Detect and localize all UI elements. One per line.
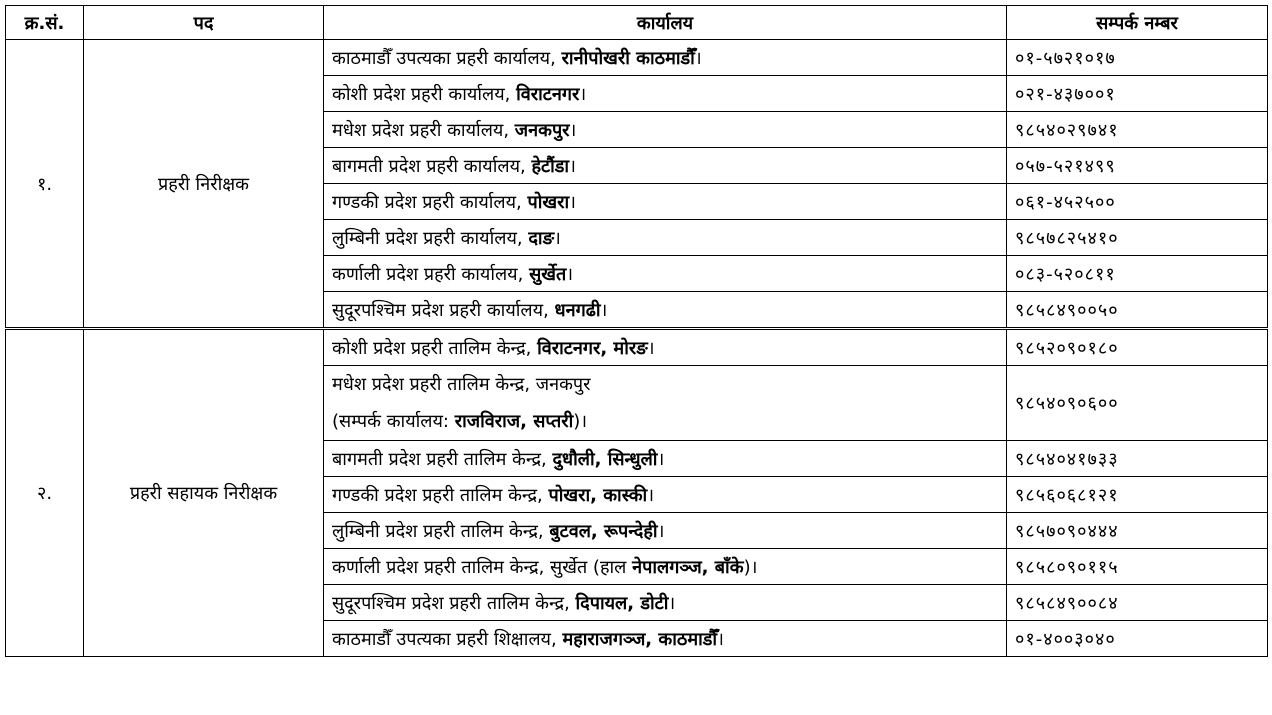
table-row xyxy=(6,329,1268,366)
phone-number: ९८५४०४१७३३ xyxy=(1007,441,1268,477)
phone-number: ०१-४००३०४० xyxy=(1007,621,1268,657)
office-cell xyxy=(324,549,1007,585)
office-text: कर्णाली प्रदेश प्रहरी तालिम केन्द्र, सुर्खेत (हाल xyxy=(332,556,633,578)
office-text: बागमती प्रदेश प्रहरी कार्यालय, xyxy=(332,155,532,177)
office-text: कोशी प्रदेश प्रहरी कार्यालय, xyxy=(332,83,517,105)
phone-number: ०८३-५२०८११ xyxy=(1007,256,1268,292)
phone-number: ९८५७०९०४४४ xyxy=(1007,513,1268,549)
office-text-end: । xyxy=(657,448,665,470)
office-cell xyxy=(324,40,1007,76)
office-text-end: । xyxy=(647,484,655,506)
phone-number: ९८५८४९००५० xyxy=(1007,292,1268,329)
post-name: प्रहरी सहायक निरीक्षक xyxy=(84,329,324,657)
header-post: पद xyxy=(84,6,324,40)
phone-number: ०६१-४५२५०० xyxy=(1007,184,1268,220)
serial-number: २. xyxy=(6,329,84,657)
office-text: गण्डकी प्रदेश प्रहरी कार्यालय, xyxy=(332,191,528,213)
office-location: जनकपुर xyxy=(514,119,570,141)
phone-number: ०५७-५२१४९९ xyxy=(1007,148,1268,184)
post-name: प्रहरी निरीक्षक xyxy=(84,40,324,329)
office-text-end: । xyxy=(569,191,576,213)
office-text-end: )। xyxy=(743,556,758,578)
header-office: कार्यालय xyxy=(324,6,1007,40)
office-cell xyxy=(324,621,1007,657)
office-text: सुदूरपश्चिम प्रदेश प्रहरी कार्यालय, xyxy=(332,299,555,321)
phone-number: ९८५६०६८१२१ xyxy=(1007,477,1268,513)
phone-number: ०२१-४३७००१ xyxy=(1007,76,1268,112)
office-text: बागमती प्रदेश प्रहरी तालिम केन्द्र, xyxy=(332,448,553,470)
office-cell xyxy=(324,292,1007,329)
office-text: लुम्बिनी प्रदेश प्रहरी तालिम केन्द्र, xyxy=(332,520,550,542)
office-cell xyxy=(324,184,1007,220)
phone-number: ९८५७८२५४१० xyxy=(1007,220,1268,256)
office-text-end: । xyxy=(657,520,665,542)
office-location: महाराजगञ्ज, काठमाडौँ xyxy=(562,628,718,650)
office-text-end: । xyxy=(566,263,574,285)
office-line-1: मधेश प्रदेश प्रहरी तालिम केन्द्र, जनकपुर xyxy=(332,374,591,395)
office-cell xyxy=(324,585,1007,621)
office-location: दाङ xyxy=(528,227,555,249)
office-location: हेटौंडा xyxy=(531,155,570,177)
office-location: विराटनगर xyxy=(516,83,580,105)
office-text: गण्डकी प्रदेश प्रहरी तालिम केन्द्र, xyxy=(332,484,549,506)
office-location: दुधौली, सिन्धुली xyxy=(552,448,658,470)
office-text-end: । xyxy=(600,299,608,321)
office-text-end: । xyxy=(579,83,587,105)
table-body xyxy=(6,40,1268,657)
phone-number: ९८५४०२९७४१ xyxy=(1007,112,1268,148)
header-phone: सम्पर्क नम्बर xyxy=(1007,6,1268,40)
office-text-end: )। xyxy=(573,411,588,432)
office-text-end: । xyxy=(668,592,676,614)
office-cell xyxy=(324,477,1007,513)
contact-table xyxy=(5,5,1268,657)
office-location: दिपायल, डोटी xyxy=(575,592,669,614)
phone-number: ०१-५७२१०१७ xyxy=(1007,40,1268,76)
office-cell xyxy=(324,256,1007,292)
office-text-end: । xyxy=(717,628,724,650)
office-location: विराटनगर, मोरङ xyxy=(537,337,648,359)
phone-number: ९८५८०९०११५ xyxy=(1007,549,1268,585)
office-location: पोखरा xyxy=(527,191,570,213)
office-text: कोशी प्रदेश प्रहरी तालिम केन्द्र, xyxy=(332,337,538,359)
office-cell xyxy=(324,148,1007,184)
office-text: मधेश प्रदेश प्रहरी कार्यालय, xyxy=(332,119,515,141)
office-line-2 xyxy=(332,403,998,440)
office-cell xyxy=(324,112,1007,148)
serial-number: १. xyxy=(6,40,84,329)
office-text-end: । xyxy=(647,337,655,359)
office-location: रानीपोखरी काठमाडौँ xyxy=(561,47,695,69)
office-location: राजविराज, सप्तरी xyxy=(454,411,574,432)
office-text: (सम्पर्क कार्यालय: xyxy=(332,411,455,432)
office-cell xyxy=(324,76,1007,112)
office-text-end: । xyxy=(554,227,561,249)
office-location: धनगढी xyxy=(554,299,601,321)
office-text-end: । xyxy=(569,155,576,177)
phone-number: ९८५८४९००८४ xyxy=(1007,585,1268,621)
phone-number: ९८५४०९०६०० xyxy=(1007,366,1268,441)
office-cell xyxy=(324,441,1007,477)
table-row xyxy=(6,40,1268,76)
office-location: सुर्खेत xyxy=(529,263,567,285)
office-cell xyxy=(324,513,1007,549)
office-text: कर्णाली प्रदेश प्रहरी कार्यालय, xyxy=(332,263,530,285)
phone-number: ९८५२०९०१८० xyxy=(1007,329,1268,366)
office-text-end: । xyxy=(694,47,702,69)
office-cell xyxy=(324,366,1007,441)
office-location: पोखरा, कास्की xyxy=(548,484,648,506)
office-text: काठमाडौँ उपत्यका प्रहरी शिक्षालय, xyxy=(332,628,563,650)
office-location: बुटवल, रूपन्देही xyxy=(549,520,658,542)
office-text-end: । xyxy=(569,119,577,141)
header-serial: क्र.सं. xyxy=(6,6,84,40)
office-text: सुदूरपश्चिम प्रदेश प्रहरी तालिम केन्द्र, xyxy=(332,592,576,614)
office-cell xyxy=(324,329,1007,366)
header-row xyxy=(6,6,1268,40)
office-cell xyxy=(324,220,1007,256)
office-text: लुम्बिनी प्रदेश प्रहरी कार्यालय, xyxy=(332,227,529,249)
office-location: नेपालगञ्ज, बाँके xyxy=(632,556,744,578)
office-text: काठमाडौँ उपत्यका प्रहरी कार्यालय, xyxy=(332,47,562,69)
